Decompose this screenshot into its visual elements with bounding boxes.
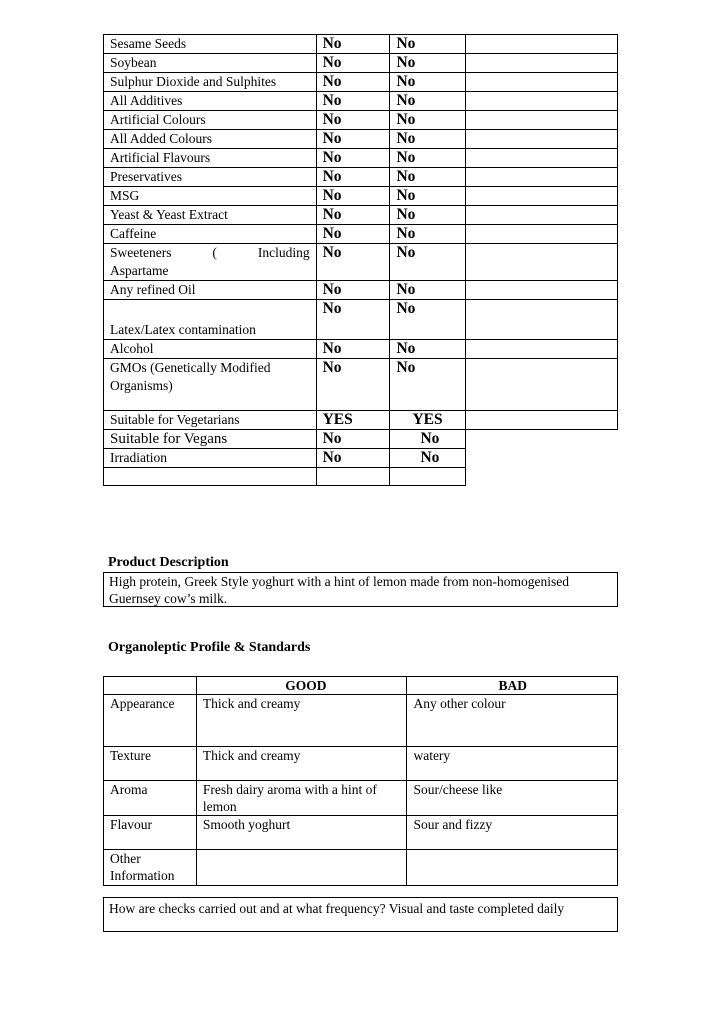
allergen-value-1: No — [316, 225, 390, 244]
row-label: Flavour — [104, 816, 197, 850]
allergen-value-1: No — [316, 206, 390, 225]
allergen-extra — [466, 244, 618, 281]
allergen-name: GMOs (Genetically Modified Organisms) — [104, 359, 317, 411]
allergen-value-1: No — [316, 340, 390, 359]
row-good: Fresh dairy aroma with a hint of lemon — [196, 781, 407, 816]
allergen-name: Suitable for Vegans — [104, 430, 317, 449]
table-row — [104, 206, 618, 225]
allergen-extra — [466, 468, 618, 486]
allergen-name: Irradiation — [104, 449, 317, 468]
table-row — [104, 781, 618, 816]
checks-box: How are checks carried out and at what frequency? Visual and taste completed daily — [103, 897, 618, 932]
allergen-value-2 — [390, 468, 466, 486]
allergen-value-1: No — [316, 35, 390, 54]
row-good — [196, 850, 407, 886]
allergen-extra — [466, 149, 618, 168]
allergen-value-1: No — [316, 168, 390, 187]
allergen-value-1: No — [316, 244, 390, 281]
table-row — [104, 300, 618, 340]
allergen-value-2: No — [390, 244, 466, 281]
allergen-value-1: YES — [316, 411, 390, 430]
allergen-extra — [466, 54, 618, 73]
table-row — [104, 54, 618, 73]
allergen-name: Artificial Colours — [104, 111, 317, 130]
allergen-value-1: No — [316, 430, 390, 449]
organoleptic-table — [103, 676, 618, 886]
row-good: Smooth yoghurt — [196, 816, 407, 850]
allergen-extra — [466, 187, 618, 206]
product-description-title: Product Description — [108, 555, 229, 570]
allergen-value-1: No — [316, 111, 390, 130]
header-good: GOOD — [196, 677, 407, 695]
row-bad: Sour/cheese like — [407, 781, 618, 816]
table-row — [104, 695, 618, 747]
header-bad: BAD — [407, 677, 618, 695]
allergen-extra — [466, 430, 618, 449]
organoleptic-title: Organoleptic Profile & Standards — [108, 640, 311, 655]
product-description-box: High protein, Greek Style yoghurt with a hint of lemon made from non-homogenised Guernsey cow’s milk. — [103, 572, 618, 607]
row-bad — [407, 850, 618, 886]
allergen-name: Suitable for Vegetarians — [104, 411, 317, 430]
table-row — [104, 468, 618, 486]
allergen-value-2: No — [390, 149, 466, 168]
allergen-extra — [466, 73, 618, 92]
allergen-extra — [466, 340, 618, 359]
row-good: Thick and creamy — [196, 695, 407, 747]
allergen-extra — [466, 130, 618, 149]
allergen-name: Caffeine — [104, 225, 317, 244]
allergen-value-1: No — [316, 54, 390, 73]
allergen-value-2: No — [390, 35, 466, 54]
row-label: Texture — [104, 747, 197, 781]
allergen-name: Latex/Latex contamination — [104, 300, 317, 340]
allergen-name: Artificial Flavours — [104, 149, 317, 168]
allergen-value-2: No — [390, 130, 466, 149]
allergen-extra — [466, 206, 618, 225]
allergen-value-1: No — [316, 187, 390, 206]
table-row — [104, 111, 618, 130]
header-blank — [104, 677, 197, 695]
allergen-value-2: No — [390, 430, 466, 449]
row-bad: Any other colour — [407, 695, 618, 747]
allergen-value-2: No — [390, 281, 466, 300]
allergen-value-1 — [316, 468, 390, 486]
table-row — [104, 92, 618, 111]
allergen-value-1: No — [316, 449, 390, 468]
allergen-name: All Added Colours — [104, 130, 317, 149]
allergen-name: Yeast & Yeast Extract — [104, 206, 317, 225]
table-row — [104, 359, 618, 411]
allergen-name-line-1: Sweeteners ( Including — [110, 245, 310, 260]
allergen-value-2: No — [390, 187, 466, 206]
table-row — [104, 816, 618, 850]
allergen-value-1: No — [316, 300, 390, 340]
table-row — [104, 168, 618, 187]
allergen-value-1: No — [316, 73, 390, 92]
table-row — [104, 449, 618, 468]
table-row — [104, 244, 618, 281]
table-row — [104, 130, 618, 149]
table-row — [104, 149, 618, 168]
allergen-name: MSG — [104, 187, 317, 206]
allergen-table — [103, 34, 618, 486]
allergen-value-2: No — [390, 449, 466, 468]
allergen-value-2: No — [390, 54, 466, 73]
allergen-value-2: No — [390, 359, 466, 411]
allergen-value-1: No — [316, 130, 390, 149]
allergen-extra — [466, 168, 618, 187]
allergen-value-1: No — [316, 281, 390, 300]
table-row — [104, 35, 618, 54]
allergen-value-2: No — [390, 168, 466, 187]
table-row — [104, 340, 618, 359]
allergen-value-2: No — [390, 92, 466, 111]
table-row — [104, 430, 618, 449]
allergen-extra — [466, 225, 618, 244]
allergen-name: All Additives — [104, 92, 317, 111]
allergen-name — [104, 244, 317, 281]
allergen-extra — [466, 300, 618, 340]
allergen-name-line-2: Aspartame — [110, 263, 169, 278]
allergen-name — [104, 468, 317, 486]
allergen-value-1: No — [316, 149, 390, 168]
allergen-extra — [466, 411, 618, 430]
allergen-name: Preservatives — [104, 168, 317, 187]
allergen-name: Sulphur Dioxide and Sulphites — [104, 73, 317, 92]
allergen-name: Sesame Seeds — [104, 35, 317, 54]
row-bad: Sour and fizzy — [407, 816, 618, 850]
allergen-value-1: No — [316, 359, 390, 411]
table-row — [104, 747, 618, 781]
allergen-value-2: No — [390, 206, 466, 225]
allergen-extra — [466, 359, 618, 411]
allergen-extra — [466, 35, 618, 54]
table-row — [104, 73, 618, 92]
row-bad: watery — [407, 747, 618, 781]
allergen-value-2: No — [390, 225, 466, 244]
table-row — [104, 850, 618, 886]
allergen-value-2: No — [390, 73, 466, 92]
allergen-extra — [466, 449, 618, 468]
allergen-extra — [466, 281, 618, 300]
row-good: Thick and creamy — [196, 747, 407, 781]
row-label: Appearance — [104, 695, 197, 747]
allergen-name: Soybean — [104, 54, 317, 73]
table-row — [104, 187, 618, 206]
row-label: Other Information — [104, 850, 197, 886]
allergen-name: Any refined Oil — [104, 281, 317, 300]
row-label: Aroma — [104, 781, 197, 816]
allergen-extra — [466, 92, 618, 111]
allergen-value-2: No — [390, 111, 466, 130]
allergen-name: Alcohol — [104, 340, 317, 359]
allergen-value-2: No — [390, 300, 466, 340]
table-row — [104, 281, 618, 300]
table-row — [104, 225, 618, 244]
table-row — [104, 411, 618, 430]
allergen-value-1: No — [316, 92, 390, 111]
allergen-value-2: No — [390, 340, 466, 359]
table-header-row — [104, 677, 618, 695]
allergen-value-2: YES — [390, 411, 466, 430]
allergen-extra — [466, 111, 618, 130]
